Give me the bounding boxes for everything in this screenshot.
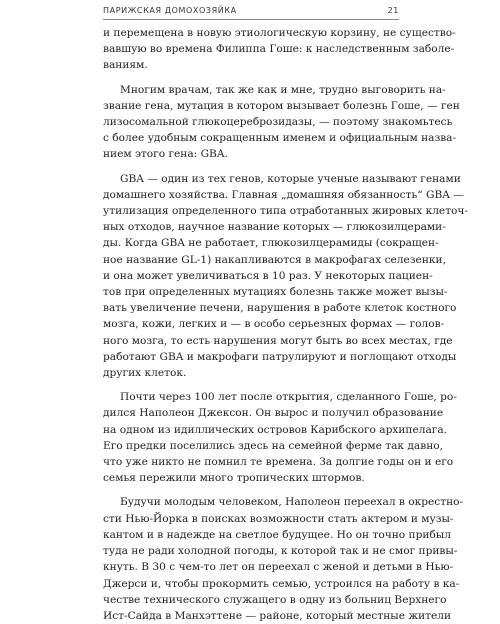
page-body [103,25,469,624]
text-line: что уже никто не помнил те времена. За долгие годы он и его [103,456,454,469]
text-line: дился Наполеон Джексон. Он вырос и получил образование [103,407,444,420]
text-line: туда не ради холодной погоды, к которой так и не смог привы- [103,545,458,558]
text-line: вавшую во времена Филиппа Гоше: к наследственным заболе- [103,43,455,56]
text-line: GBA — один из тех генов, которые ученые называют генами [120,172,461,185]
paragraph [103,389,457,486]
text-line: тов при определенных мутациях болезнь также может вызы- [103,286,448,299]
running-header [103,5,399,20]
text-line: кантом и в надежде на светлое будущее. Но он точно прибыл [103,528,451,541]
text-line: ных отходов, научное название которых — глюкозилцерами- [103,221,446,234]
text-line: работают GBA и макрофаги патрулируют и поглощают отходы [103,350,457,363]
text-line: домашнего хозяйства. Главная „домашняя обязанность“ GBA — [103,188,464,201]
text-line: Почти через 100 лет после открытия, сделанного Гоше, ро- [120,391,457,404]
text-line: семья пережили много тропических штормов. [103,472,365,485]
text-line: сти Нью-Йорка в поисках возможности стать актером и музы- [103,512,454,525]
text-line: с более удобным сокращенным именем и официальным назва- [103,132,457,145]
text-line: Будучи молодым человеком, Наполеон переехал в окрестно- [120,496,464,509]
text-line: честве технического служащего в одну из больниц Верхнего [103,593,447,606]
text-line: ного мозга, то есть нарушения могут быть во всех местах, где [103,334,453,347]
text-line: мозга, кожи, легких и — в особо серьезных формах — голов- [103,318,445,331]
text-line: нием этого гена: GBA. [103,148,228,161]
paragraph [103,171,469,382]
text-line: ное название GL-1) накапливаются в макрофагах селезенки, [103,253,446,266]
text-line: Ист-Сайда в Манхэттене — районе, который местные жители [103,609,452,622]
text-line: ваниям. [103,59,148,72]
text-line: кнуть. В 30 с чем-то лет он переехал с женой и детьми в Нью- [103,561,454,574]
paragraph [103,494,464,624]
text-line: Его предки поселились здесь на семейной ферме так давно, [103,439,444,452]
text-line: и она может увеличиваться в 10 раз. У некоторых пациен- [103,269,433,282]
paragraph [103,25,456,74]
text-line: ды. Когда GBA не работает, глюкозилцерамиды (сокращен- [103,237,439,250]
text-line: звание гена, мутация в котором вызывает болезнь Гоше, — ген [103,99,460,112]
paragraph [103,82,460,163]
text-line: на одном из идиллических островов Карибского архипелага. [103,423,448,436]
text-line: лизосомальной глюкоцереброзидазы, — поэтому знакомьтесь [103,116,453,129]
running-title: ПАРИЖСКАЯ ДОМОХОЗЯЙКА [103,6,237,15]
text-line: других клеток. [103,367,187,380]
page-number: 21 [387,6,399,15]
text-line: вать увеличение печени, нарушения в работе клеток костного [103,302,457,315]
text-line: Многим врачам, так же как и мне, трудно выговорить на- [120,83,446,96]
text-line: утилизация определенного типа отработанных жировых клеточ- [103,205,469,218]
text-line: Джерси и, чтобы прокормить семью, устроился на работу в ка- [103,577,460,590]
text-line: и перемещена в новую этиологическую корзину, не существо- [103,27,456,39]
